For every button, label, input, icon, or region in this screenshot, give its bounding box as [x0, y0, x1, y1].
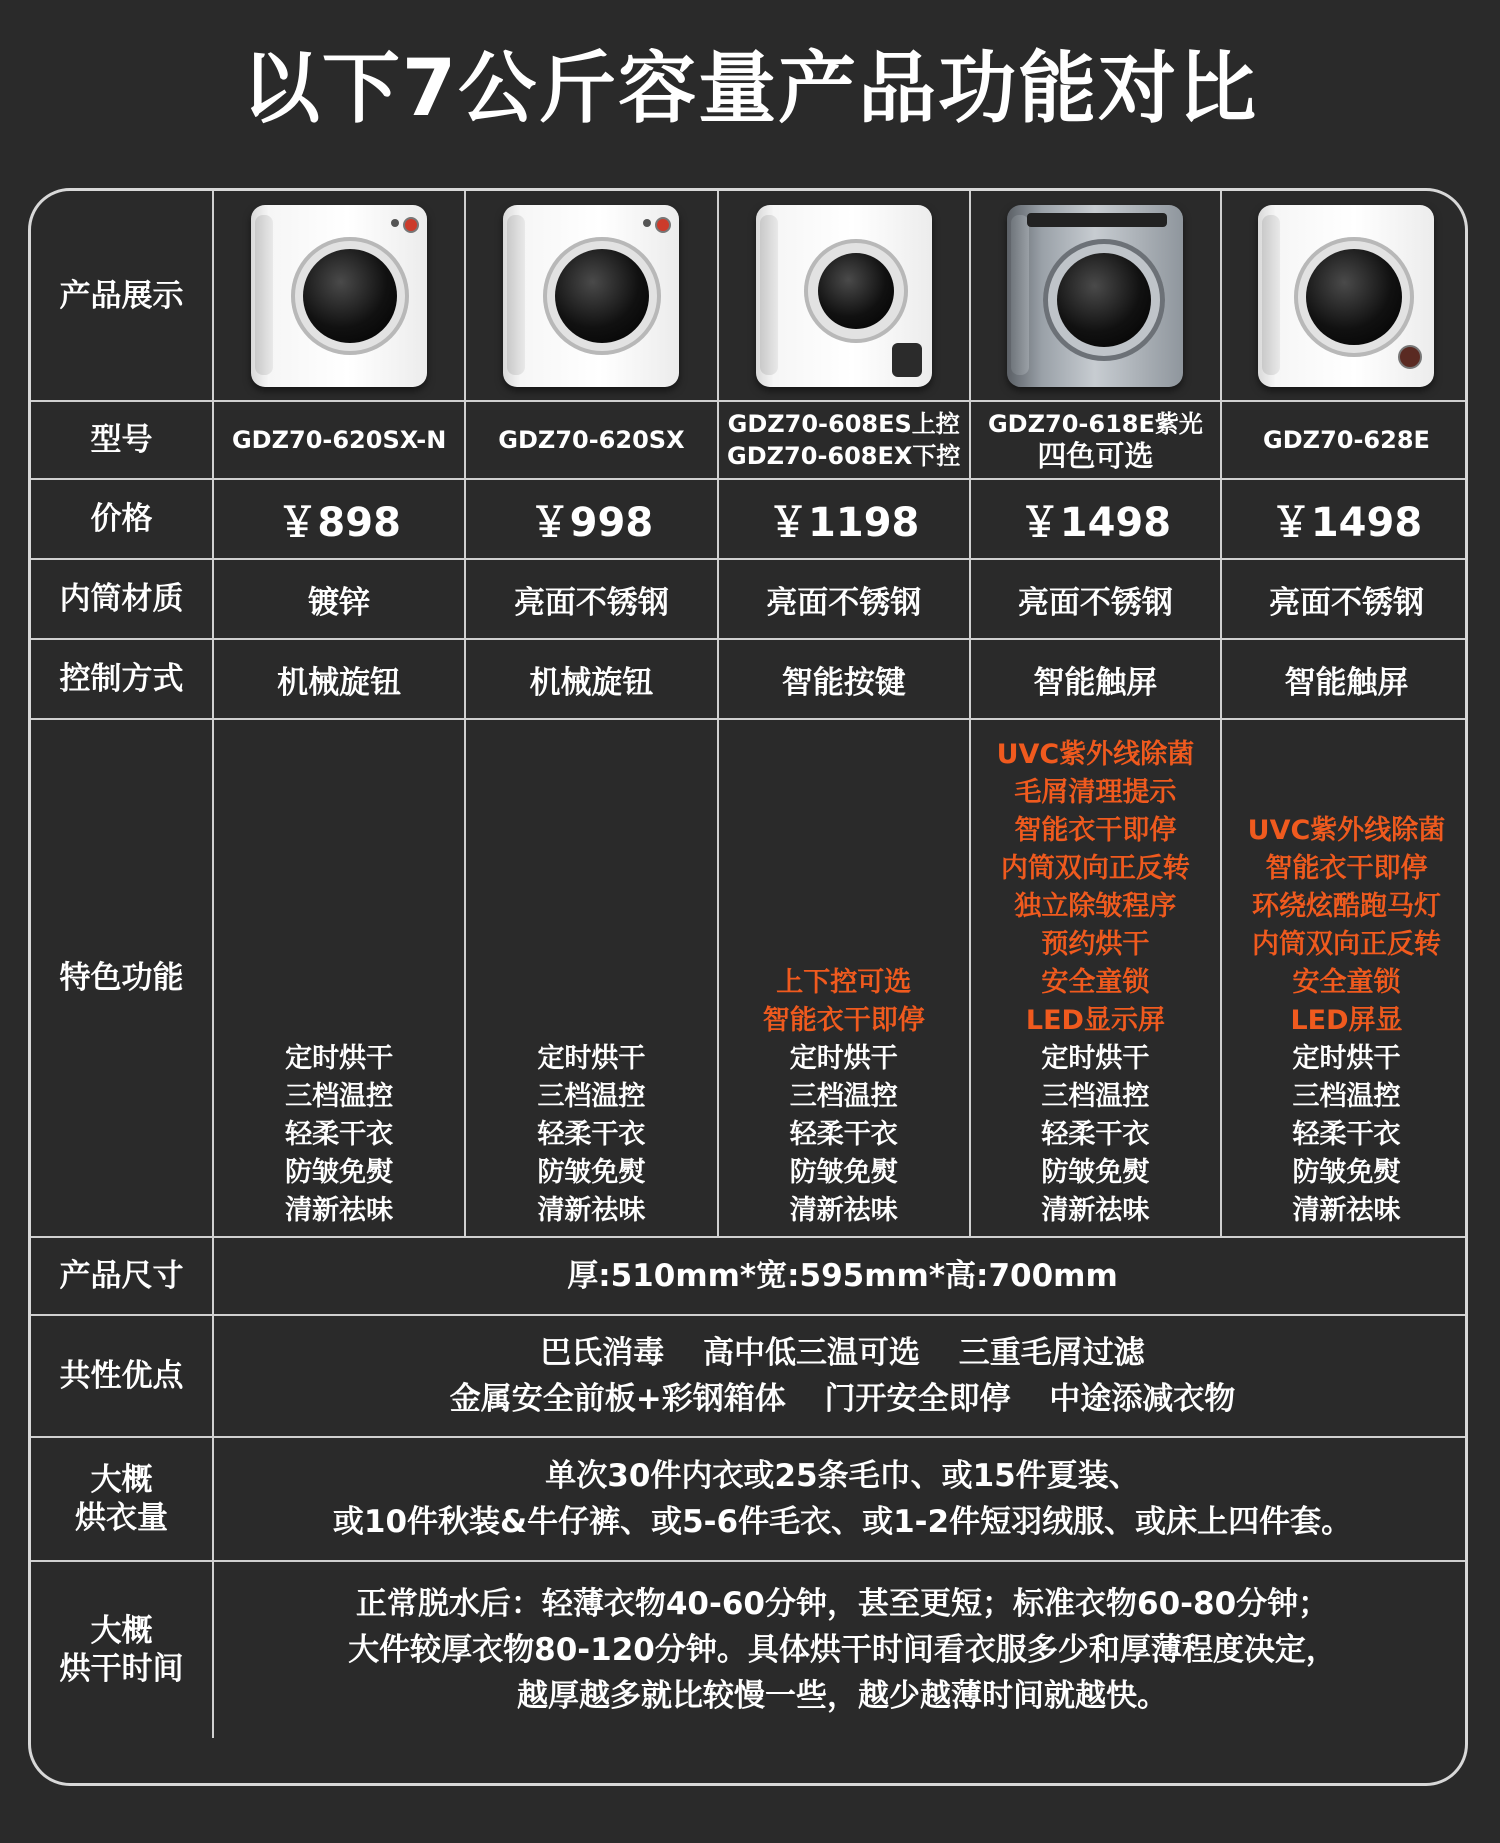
feature-highlight: UVC紫外线除菌: [1247, 815, 1446, 846]
row-label-features: 特色功能: [31, 719, 213, 1237]
row-size: [31, 1237, 1468, 1315]
row-label-price: 价格: [31, 479, 213, 559]
feature-highlight: 智能衣干即停: [762, 1005, 925, 1036]
drying-time-line: 越厚越多就比较慢一些，越少越薄时间就越快。: [517, 1678, 1168, 1714]
feature-item: 定时烘干: [1292, 1043, 1401, 1074]
model-text: GDZ70-620SX: [498, 426, 685, 454]
feature-item: 清新祛味: [789, 1195, 898, 1226]
model-text-2: 四色可选: [1037, 439, 1154, 473]
model-text-2: GDZ70-608EX下控: [727, 442, 961, 470]
model-cell: [465, 401, 717, 479]
price-value: ￥1198: [718, 479, 970, 559]
white-dryer-knob-icon: [503, 205, 679, 387]
row-label-capacity: [31, 1437, 213, 1561]
price-value: ￥1498: [970, 479, 1221, 559]
model-cell: [1221, 401, 1468, 479]
model-text: GDZ70-620SX-N: [231, 426, 447, 454]
feature-highlight: UVC紫外线除菌: [996, 739, 1195, 770]
feature-item: 防皱免熨: [285, 1157, 394, 1188]
row-label-capacity-l2: 烘衣量: [75, 1500, 168, 1536]
capacity-cell: [213, 1437, 1468, 1561]
row-label-drying-time: [31, 1561, 213, 1738]
row-display: [31, 191, 1468, 401]
price-value: ￥898: [213, 479, 465, 559]
model-text: GDZ70-608ES上控: [727, 410, 960, 438]
price-value: ￥1498: [1221, 479, 1468, 559]
product-image-cell: [1221, 191, 1468, 401]
advantage-item: 中途添减衣物: [1049, 1381, 1236, 1417]
feature-item: 防皱免熨: [1041, 1157, 1150, 1188]
control-value: 机械旋钮: [465, 639, 717, 719]
comparison-table-frame: [28, 188, 1468, 1786]
white-dryer-buttons-icon: [756, 205, 932, 387]
feature-highlight: 环绕炫酷跑马灯: [1251, 891, 1441, 922]
feature-item: 轻柔干衣: [789, 1119, 898, 1150]
advantages-cell: [213, 1315, 1468, 1437]
features-cell: [465, 719, 717, 1237]
size-value: 厚:510mm*宽:595mm*高:700mm: [213, 1237, 1468, 1315]
row-price: [31, 479, 1468, 559]
material-value: 亮面不锈钢: [1221, 559, 1468, 639]
material-value: 亮面不锈钢: [465, 559, 717, 639]
control-value: 智能按键: [718, 639, 970, 719]
white-dryer-knob-icon: [251, 205, 427, 387]
row-label-advantages: 共性优点: [31, 1315, 213, 1437]
feature-item: 清新祛味: [285, 1195, 394, 1226]
features-cell: [213, 719, 465, 1237]
row-advantages: [31, 1315, 1468, 1437]
feature-highlight: 预约烘干: [1041, 929, 1150, 960]
advantage-item: 三重毛屑过滤: [958, 1335, 1145, 1371]
feature-item: 防皱免熨: [789, 1157, 898, 1188]
feature-highlight: 独立除皱程序: [1014, 891, 1177, 922]
advantage-item: 巴氏消毒: [540, 1335, 665, 1371]
price-value: ￥998: [465, 479, 717, 559]
feature-highlight: 智能衣干即停: [1265, 853, 1428, 884]
row-capacity: [31, 1437, 1468, 1561]
page-title: 以下7公斤容量产品功能对比: [241, 44, 1259, 134]
feature-highlight: 安全童锁: [1041, 967, 1150, 998]
feature-highlight: 毛屑清理提示: [1014, 777, 1177, 808]
comparison-table: [31, 191, 1468, 1738]
material-value: 亮面不锈钢: [718, 559, 970, 639]
control-value: 智能触屏: [970, 639, 1221, 719]
feature-item: 防皱免熨: [1292, 1157, 1401, 1188]
row-label-display: 产品展示: [31, 191, 213, 401]
feature-item: 三档温控: [1041, 1081, 1150, 1112]
advantage-item: 金属安全前板+彩钢箱体: [449, 1381, 786, 1417]
drying-time-line: 大件较厚衣物80-120分钟。具体烘干时间看衣服多少和厚薄程度决定，: [348, 1632, 1337, 1668]
material-value: 亮面不锈钢: [970, 559, 1221, 639]
feature-highlight: 智能衣干即停: [1014, 815, 1177, 846]
row-material: [31, 559, 1468, 639]
feature-item: 定时烘干: [285, 1043, 394, 1074]
control-value: 智能触屏: [1221, 639, 1468, 719]
model-cell: [213, 401, 465, 479]
feature-highlight: LED屏显: [1290, 1005, 1403, 1036]
feature-item: 三档温控: [1292, 1081, 1401, 1112]
feature-item: 定时烘干: [537, 1043, 646, 1074]
feature-item: 轻柔干衣: [537, 1119, 646, 1150]
drying-time-cell: [213, 1561, 1468, 1738]
capacity-line: 或10件秋装&牛仔裤、或5-6件毛衣、或1-2件短羽绒服、或床上四件套。: [332, 1504, 1353, 1540]
feature-item: 三档温控: [285, 1081, 394, 1112]
drying-time-line: 正常脱水后：轻薄衣物40-60分钟，甚至更短；标准衣物60-80分钟；: [355, 1586, 1330, 1622]
feature-item: 轻柔干衣: [1041, 1119, 1150, 1150]
product-image-cell: [718, 191, 970, 401]
features-cell: [970, 719, 1221, 1237]
row-features: [31, 719, 1468, 1237]
white-dryer-touch-icon: [1258, 205, 1434, 387]
feature-highlight: 上下控可选: [776, 967, 912, 998]
capacity-line: 单次30件内衣或25条毛巾、或15件夏装、: [545, 1458, 1140, 1494]
advantage-item: 高中低三温可选: [703, 1335, 920, 1371]
feature-highlight: 安全童锁: [1292, 967, 1401, 998]
feature-item: 防皱免熨: [537, 1157, 646, 1188]
model-cell: [718, 401, 970, 479]
feature-highlight: 内筒双向正反转: [1000, 853, 1190, 884]
model-text: GDZ70-618E紫光: [987, 410, 1203, 438]
product-image-cell: [465, 191, 717, 401]
row-label-control: 控制方式: [31, 639, 213, 719]
row-label-time-l1: 大概: [90, 1613, 153, 1649]
feature-item: 定时烘干: [789, 1043, 898, 1074]
feature-item: 轻柔干衣: [1292, 1119, 1401, 1150]
row-control: [31, 639, 1468, 719]
row-drying-time: [31, 1561, 1468, 1738]
row-label-time-l2: 烘干时间: [59, 1651, 184, 1687]
grey-dryer-touch-icon: [1007, 205, 1183, 387]
model-cell: [970, 401, 1221, 479]
advantage-item: 门开安全即停: [824, 1381, 1011, 1417]
feature-item: 定时烘干: [1041, 1043, 1150, 1074]
features-cell: [718, 719, 970, 1237]
feature-item: 三档温控: [537, 1081, 646, 1112]
model-text: GDZ70-628E: [1263, 426, 1430, 454]
control-value: 机械旋钮: [213, 639, 465, 719]
feature-item: 清新祛味: [1041, 1195, 1150, 1226]
product-image-cell: [213, 191, 465, 401]
feature-highlight: LED显示屏: [1025, 1005, 1165, 1036]
features-cell: [1221, 719, 1468, 1237]
feature-item: 清新祛味: [537, 1195, 646, 1226]
material-value: 镀锌: [213, 559, 465, 639]
row-label-model: 型号: [31, 401, 213, 479]
product-image-cell: [970, 191, 1221, 401]
feature-item: 轻柔干衣: [285, 1119, 394, 1150]
feature-item: 清新祛味: [1292, 1195, 1401, 1226]
row-label-material: 内筒材质: [31, 559, 213, 639]
feature-item: 三档温控: [789, 1081, 898, 1112]
feature-highlight: 内筒双向正反转: [1251, 929, 1441, 960]
row-label-size: 产品尺寸: [31, 1237, 213, 1315]
row-model: [31, 401, 1468, 479]
row-label-capacity-l1: 大概: [90, 1462, 153, 1498]
